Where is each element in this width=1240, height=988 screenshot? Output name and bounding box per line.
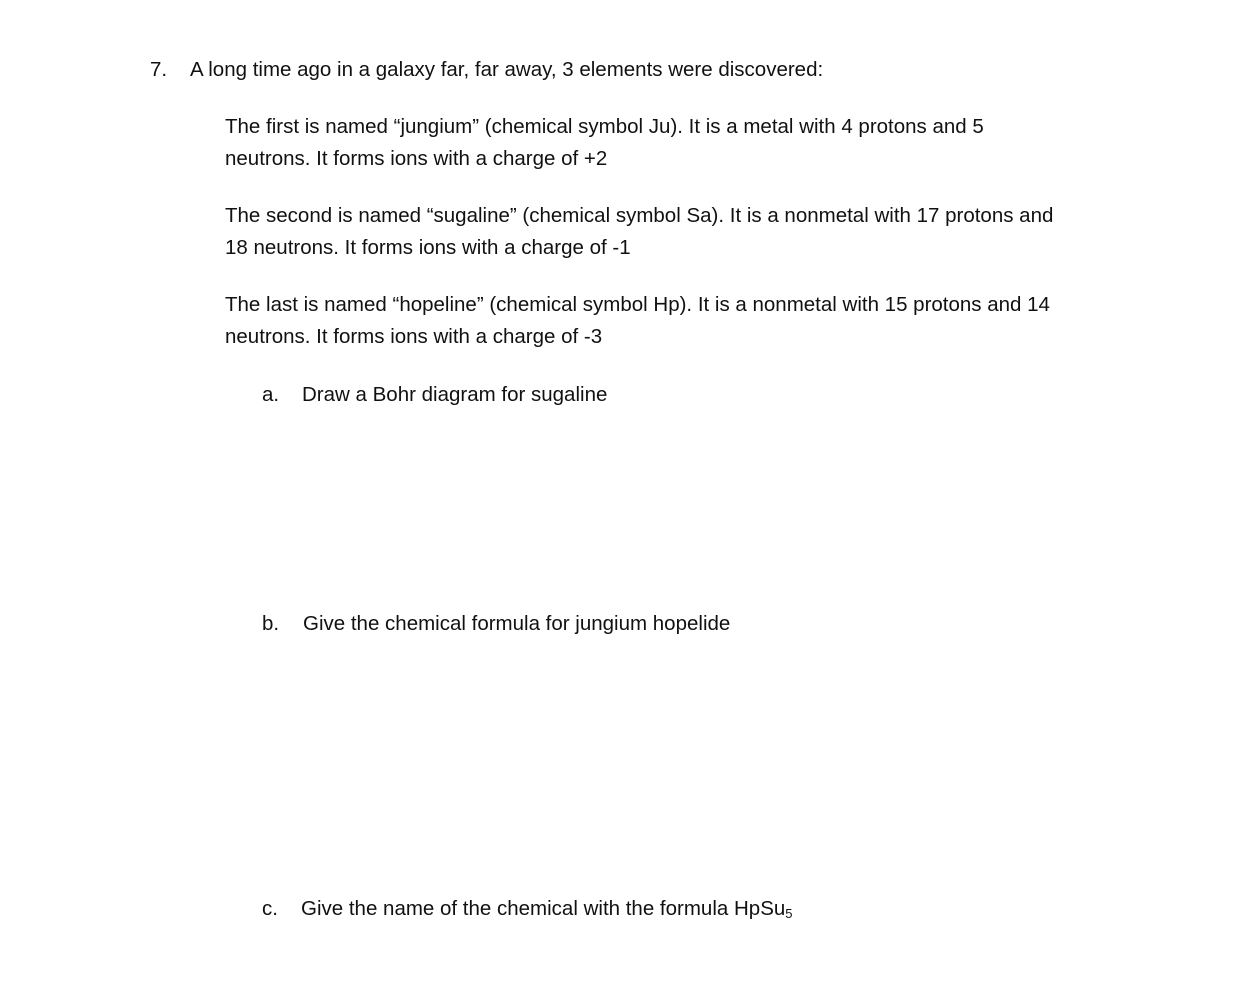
part-c-prompt — [301, 893, 793, 925]
part-a-prompt: Draw a Bohr diagram for sugaline — [302, 383, 608, 406]
element-description-hopeline — [225, 289, 1105, 353]
element-description-line: The first is named “jungium” (chemical symbol Ju). It is a metal with 4 protons and 5 — [225, 115, 984, 138]
part-c-label: c. — [262, 897, 278, 920]
element-description-line: neutrons. It forms ions with a charge of +2 — [225, 147, 608, 170]
part-c-prompt-text: Give the name of the chemical with the formula HpSu — [301, 897, 786, 920]
element-description-line: 18 neutrons. It forms ions with a charge of -1 — [225, 236, 631, 259]
formula-subscript: 5 — [785, 906, 793, 921]
element-description-line: The last is named “hopeline” (chemical symbol Hp). It is a nonmetal with 15 protons and 14 — [225, 293, 1050, 316]
question-intro: A long time ago in a galaxy far, far away, 3 elements were discovered: — [190, 58, 824, 81]
part-a-label: a. — [262, 383, 280, 406]
part-b-label: b. — [262, 612, 280, 635]
element-description-line: The second is named “sugaline” (chemical symbol Sa). It is a nonmetal with 17 protons and — [225, 204, 1054, 227]
question-number: 7. — [150, 58, 168, 81]
part-b-prompt: Give the chemical formula for jungium hopelide — [303, 612, 731, 635]
element-description-jungium — [225, 111, 1105, 175]
element-description-line: neutrons. It forms ions with a charge of -3 — [225, 325, 603, 348]
element-description-sugaline — [225, 200, 1105, 264]
